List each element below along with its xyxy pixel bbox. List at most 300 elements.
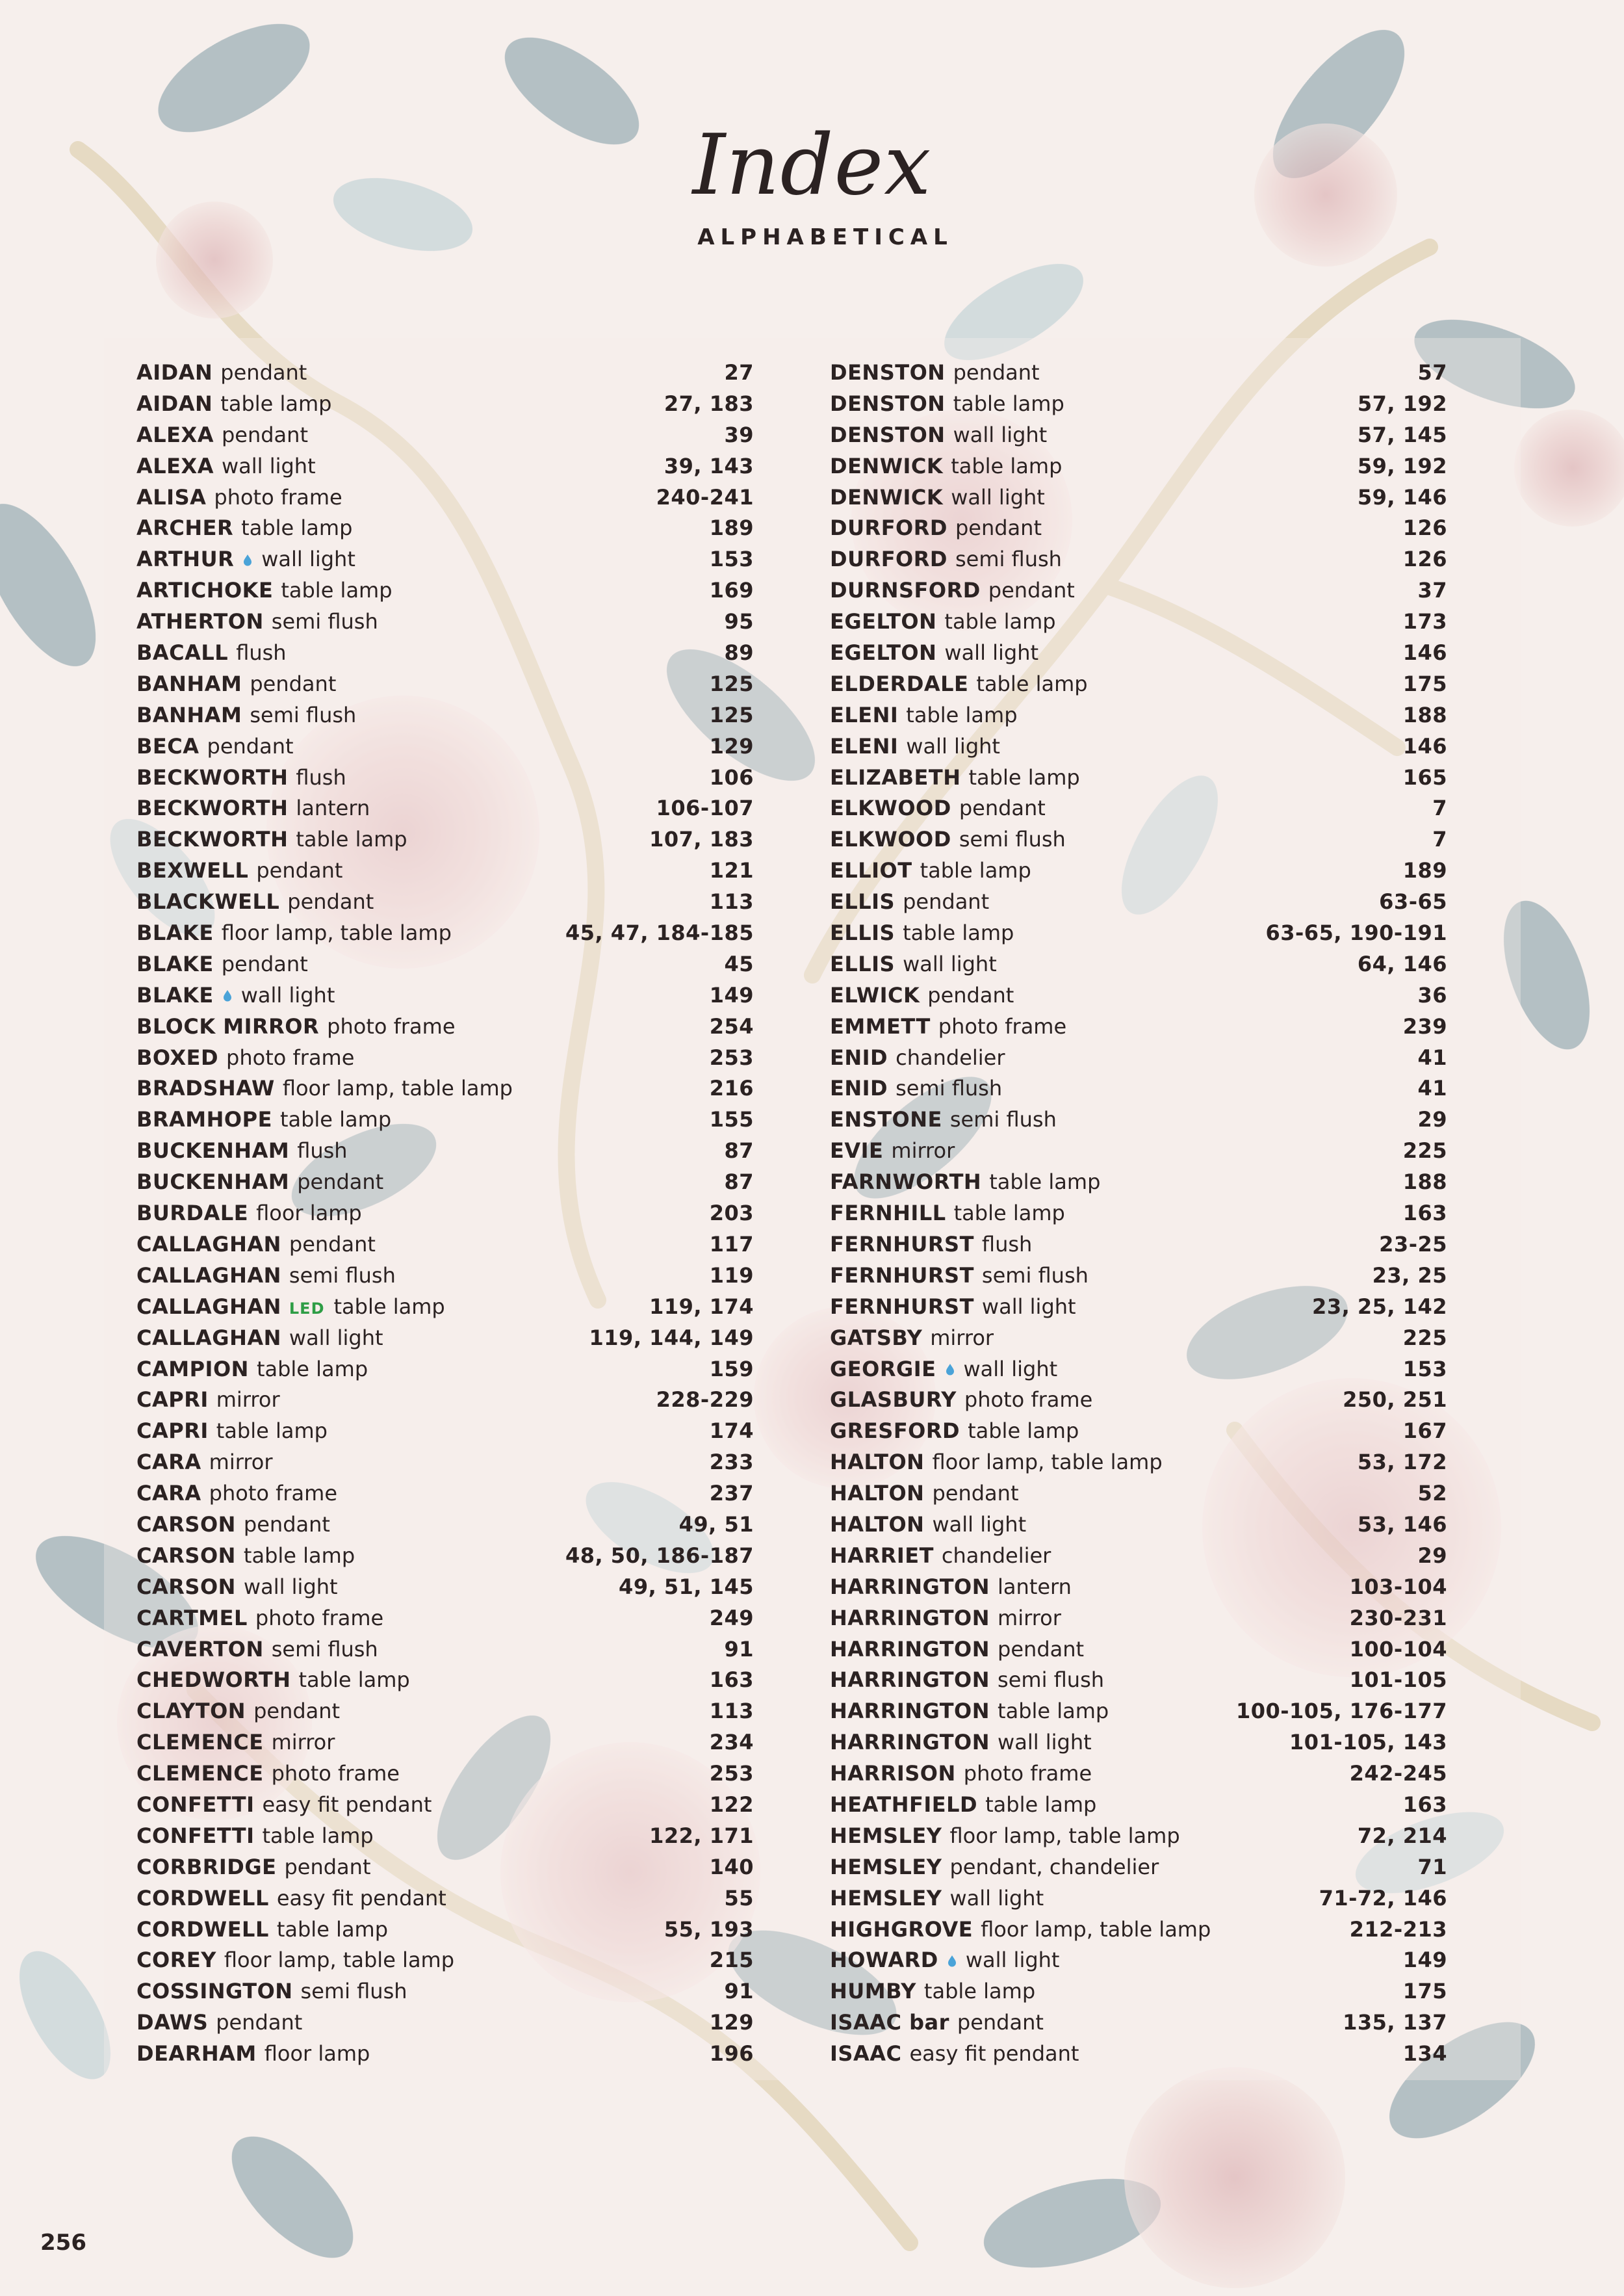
product-name: HOWARD [830, 1948, 938, 1973]
index-entry-label [136, 1043, 354, 1074]
index-entry [136, 1634, 754, 1665]
product-type: photo frame [209, 1481, 338, 1506]
page-references: 249 [709, 1605, 754, 1630]
product-type: floor lamp, table lamp [224, 1948, 455, 1973]
index-entry [136, 700, 754, 731]
product-name: CLEMENCE [136, 1761, 264, 1786]
product-type: semi flush [271, 1636, 378, 1662]
page-references: 159 [709, 1356, 754, 1381]
product-type: flush [297, 1138, 348, 1164]
product-name: ELLIOT [830, 858, 912, 883]
index-entry [830, 1478, 1447, 1509]
index-entry-label [830, 638, 1038, 669]
page-references: 45, 47, 184-185 [565, 920, 754, 946]
index-entry [136, 1572, 754, 1603]
index-entry [136, 575, 754, 607]
product-type: table lamp [262, 1823, 374, 1848]
index-entry-label [830, 544, 1062, 575]
product-type: table lamp [216, 1418, 328, 1444]
page-references: 167 [1402, 1418, 1447, 1444]
index-entry [136, 1136, 754, 1167]
product-type: table lamp [241, 515, 353, 541]
product-type: wall light [243, 1574, 338, 1599]
index-entry [830, 1572, 1447, 1603]
product-type: lantern [296, 796, 370, 821]
product-type: mirror [209, 1450, 273, 1475]
page-number: 256 [40, 2230, 86, 2256]
product-name: CARA [136, 1481, 201, 1506]
product-type: table lamp [298, 1667, 410, 1693]
index-entry-label [830, 1790, 1096, 1821]
product-type: pendant [243, 1511, 330, 1537]
page-references: 100-104 [1349, 1636, 1447, 1662]
product-name: HARRINGTON [830, 1636, 990, 1662]
product-name: FARNWORTH [830, 1169, 982, 1195]
product-type: table lamp [906, 702, 1018, 727]
product-name: CARSON [136, 1574, 236, 1599]
index-entry [830, 1665, 1447, 1696]
page-references: 163 [1402, 1792, 1447, 1817]
page-references: 49, 51, 145 [619, 1574, 754, 1599]
page-references: 163 [1402, 1201, 1447, 1226]
product-name: COREY [136, 1948, 216, 1973]
page-references: 253 [709, 1045, 754, 1070]
product-type: semi flush [289, 1262, 396, 1288]
index-entry [830, 1447, 1447, 1478]
index-entry [136, 2039, 754, 2070]
index-entry-label [136, 2039, 370, 2070]
product-name: ELLIS [830, 889, 896, 915]
index-entry-label [830, 1292, 1076, 1323]
product-name: EGELTON [830, 609, 937, 634]
page-references: 106 [709, 764, 754, 790]
index-entry-label [136, 824, 407, 855]
product-type: wall light [981, 1294, 1076, 1319]
index-entry [830, 638, 1447, 669]
page-references: 240-241 [656, 484, 754, 510]
product-type: chandelier [896, 1045, 1005, 1070]
index-entry-label [136, 1852, 370, 1883]
product-type: semi flush [300, 1979, 407, 2004]
index-entry [830, 513, 1447, 544]
product-name: CONFETTI [136, 1792, 255, 1817]
index-entry [830, 731, 1447, 763]
product-name: COSSINGTON [136, 1979, 293, 2004]
index-entry-label [830, 1011, 1066, 1043]
index-entry-label [136, 980, 335, 1011]
index-entry-label [136, 763, 346, 794]
page-references: 87 [724, 1169, 754, 1195]
product-type: wall light [240, 982, 335, 1008]
product-name: CORBRIDGE [136, 1854, 277, 1879]
index-entry-label [830, 949, 997, 980]
index-entry [830, 1229, 1447, 1260]
page-references: 122, 171 [649, 1823, 754, 1848]
product-type: pendant [287, 889, 374, 915]
page-references: 203 [709, 1201, 754, 1226]
product-name: CAPRI [136, 1387, 209, 1413]
index-entry-label [830, 887, 989, 918]
index-entry [830, 1852, 1447, 1883]
page-references: 230-231 [1349, 1605, 1447, 1630]
page-references: 45 [724, 951, 754, 976]
index-entry-label [830, 1260, 1089, 1292]
product-type: mirror [271, 1730, 335, 1755]
product-name: BURDALE [136, 1201, 249, 1226]
product-type: table lamp [998, 1699, 1109, 1724]
index-entry-label [136, 544, 355, 575]
index-entry [830, 793, 1447, 824]
page-references: 149 [709, 982, 754, 1008]
page-references: 101-105, 143 [1289, 1730, 1447, 1755]
index-entry [136, 855, 754, 887]
product-name: DURNSFORD [830, 578, 981, 603]
product-name: CARA [136, 1450, 201, 1475]
product-type: table lamp [989, 1169, 1101, 1195]
page-references: 212-213 [1349, 1916, 1447, 1942]
page-references: 134 [1402, 2041, 1447, 2067]
page-references: 189 [709, 515, 754, 541]
page-references: 155 [709, 1107, 754, 1132]
index-entry [830, 420, 1447, 451]
index-entry-label [136, 1727, 335, 1758]
index-entry-label [136, 451, 316, 482]
index-entry-label [830, 1478, 1018, 1509]
index-entry [830, 1976, 1447, 2007]
page-references: 129 [709, 2010, 754, 2035]
page-references: 153 [709, 547, 754, 572]
product-type: floor lamp, table lamp [932, 1450, 1163, 1475]
index-entry-label [136, 513, 352, 544]
index-entry [136, 1976, 754, 2007]
page-title: Index [692, 117, 932, 214]
product-name: DURFORD [830, 547, 947, 572]
product-type: pendant [932, 1481, 1019, 1506]
page-references: 188 [1402, 702, 1447, 727]
index-entry-label [136, 389, 331, 420]
product-type: floor lamp, table lamp [282, 1076, 513, 1101]
page-references: 189 [1402, 858, 1447, 883]
page-references: 242-245 [1349, 1761, 1447, 1786]
index-entry [136, 1011, 754, 1043]
page-references: 250, 251 [1343, 1387, 1447, 1413]
index-entry-label [830, 1758, 1092, 1790]
product-type: chandelier [941, 1543, 1051, 1568]
product-type: wall light [944, 640, 1039, 666]
index-entry-label [136, 1136, 348, 1167]
product-type: table lamp [296, 827, 407, 852]
index-entry-label [830, 763, 1080, 794]
product-name: ELKWOOD [830, 827, 951, 852]
index-entry [830, 2039, 1447, 2070]
product-type: mirror [930, 1325, 994, 1350]
page-references: 57, 192 [1357, 391, 1447, 416]
product-name: GLASBURY [830, 1387, 957, 1413]
index-entry [830, 1696, 1447, 1727]
page-references: 253 [709, 1761, 754, 1786]
index-entry-label [830, 1416, 1079, 1447]
product-type: easy fit pendant [262, 1792, 432, 1817]
index-entry-label [136, 1229, 376, 1260]
index-entry-label [136, 1914, 388, 1946]
index-entry [136, 918, 754, 949]
page-references: 53, 146 [1357, 1511, 1447, 1537]
index-entry [136, 638, 754, 669]
index-entry-label [830, 1883, 1044, 1914]
product-name: BOXED [136, 1045, 219, 1070]
page-references: 36 [1417, 982, 1447, 1008]
product-name: ATHERTON [136, 609, 264, 634]
index-entry-label [830, 731, 1000, 763]
index-entry-label [136, 1385, 280, 1416]
index-entry-label [830, 793, 1046, 824]
product-name: ENID [830, 1045, 888, 1070]
product-name: CONFETTI [136, 1823, 255, 1848]
page-references: 122 [709, 1792, 754, 1817]
product-type: table lamp [920, 858, 1031, 883]
product-name: AIDAN [136, 360, 213, 385]
product-type: table lamp [243, 1543, 355, 1568]
page-references: 100-105, 176-177 [1235, 1699, 1447, 1724]
page-references: 103-104 [1349, 1574, 1447, 1599]
product-type: table lamp [953, 391, 1064, 416]
product-name: ARCHER [136, 515, 234, 541]
product-type: wall light [932, 1511, 1027, 1537]
index-entry-label [136, 1821, 374, 1852]
page-references: 91 [724, 1636, 754, 1662]
index-entry-label [136, 1260, 396, 1292]
index-entry [830, 389, 1447, 420]
product-name: HARRINGTON [830, 1574, 990, 1599]
page-references: 57 [1417, 360, 1447, 385]
index-entry [830, 1945, 1447, 1976]
product-type: wall light [906, 733, 1000, 759]
index-entry-label [136, 731, 294, 763]
product-name: ARTICHOKE [136, 578, 274, 603]
page-references: 29 [1417, 1543, 1447, 1568]
index-entry [830, 1385, 1447, 1416]
product-name: HARRINGTON [830, 1699, 990, 1724]
index-entry [136, 607, 754, 638]
page-references: 41 [1417, 1045, 1447, 1070]
page-references: 63-65 [1379, 889, 1447, 915]
page-references: 239 [1402, 1013, 1447, 1039]
index-entry [830, 1541, 1447, 1572]
product-name: CAPRI [136, 1418, 209, 1444]
product-type: flush [236, 640, 287, 666]
product-type: pendant [903, 889, 990, 915]
product-name: GEORGIE [830, 1356, 936, 1381]
product-type: table lamp [953, 1201, 1065, 1226]
index-entry [830, 544, 1447, 575]
page-references: 41 [1417, 1076, 1447, 1101]
product-name: BECA [136, 733, 200, 759]
product-type: table lamp [220, 391, 332, 416]
index-entry-label [830, 1198, 1065, 1229]
product-type: pendant [988, 578, 1075, 603]
index-entry-label [830, 669, 1088, 700]
product-type: wall light [963, 1356, 1058, 1381]
product-name: BUCKENHAM [136, 1138, 290, 1164]
index-entry [830, 607, 1447, 638]
product-name: ENID [830, 1076, 888, 1101]
index-entry-label [830, 1603, 1061, 1634]
product-type: pendant [297, 1169, 384, 1195]
index-entry-label [830, 1354, 1057, 1385]
page-references: 233 [709, 1450, 754, 1475]
product-type: flush [296, 764, 346, 790]
index-entry [830, 1043, 1447, 1074]
index-entry-label [136, 1509, 330, 1541]
product-name: DENSTON [830, 391, 946, 416]
page-references: 228-229 [656, 1387, 754, 1413]
product-name: HEMSLEY [830, 1823, 942, 1848]
page-references: 71-72, 146 [1319, 1885, 1447, 1911]
product-type: table lamp [276, 1916, 389, 1942]
index-entry [136, 1478, 754, 1509]
index-entry-label [830, 513, 1042, 544]
index-entry [830, 855, 1447, 887]
product-name: ALEXA [136, 422, 214, 447]
index-entry-label [136, 949, 308, 980]
index-entry-label [136, 1696, 340, 1727]
page-references: 215 [709, 1948, 754, 1973]
product-name: HARRINGTON [830, 1730, 990, 1755]
page-references: 135, 137 [1343, 2010, 1447, 2035]
product-name: ENSTONE [830, 1107, 942, 1132]
index-entry-label [830, 1323, 994, 1354]
product-name: CALLAGHAN [136, 1294, 281, 1319]
index-entry [136, 544, 754, 575]
page-references: 125 [709, 671, 754, 696]
page-references: 173 [1402, 609, 1447, 634]
index-entry-label [830, 1634, 1084, 1665]
index-entry-label [830, 1509, 1026, 1541]
index-entry [830, 1011, 1447, 1043]
page-references: 216 [709, 1076, 754, 1101]
product-type: pendant [220, 360, 307, 385]
index-entry [830, 949, 1447, 980]
index-entry-label [136, 1167, 383, 1198]
product-name: HALTON [830, 1511, 925, 1537]
product-name: HALTON [830, 1481, 925, 1506]
index-entry [136, 1790, 754, 1821]
page-references: 169 [709, 578, 754, 603]
index-entry-label [830, 420, 1047, 451]
page-references: 174 [709, 1418, 754, 1444]
product-name: BACALL [136, 640, 229, 666]
product-type: semi flush [959, 827, 1066, 852]
page-references: 57, 145 [1357, 422, 1447, 447]
product-name: DURFORD [830, 515, 947, 541]
product-type: semi flush [896, 1076, 1003, 1101]
product-type: semi flush [250, 702, 357, 727]
led-badge: LED [289, 1299, 325, 1318]
product-type: mirror [216, 1387, 280, 1413]
product-type: wall light [289, 1325, 383, 1350]
index-column-left [136, 358, 754, 2070]
index-entry [136, 1416, 754, 1447]
product-name: HARRINGTON [830, 1667, 990, 1693]
page-references: 119, 144, 149 [589, 1325, 754, 1350]
product-name: DENWICK [830, 453, 944, 478]
index-entry [136, 949, 754, 980]
product-type: table lamp [944, 609, 1056, 634]
page-references: 37 [1417, 578, 1447, 603]
product-name: ISAAC bar [830, 2010, 949, 2035]
index-entry-label [136, 1541, 355, 1572]
product-name: BLAKE [136, 982, 214, 1008]
index-entry [830, 1603, 1447, 1634]
page-references: 72, 214 [1357, 1823, 1447, 1848]
page-references: 27, 183 [664, 391, 754, 416]
index-entry-label [830, 855, 1031, 887]
product-type: semi flush [949, 1107, 1057, 1132]
index-entry [136, 824, 754, 855]
product-type: table lamp [333, 1294, 445, 1319]
product-name: FERNHURST [830, 1262, 974, 1288]
index-entry [136, 793, 754, 824]
index-entry [136, 420, 754, 451]
index-entry [830, 1883, 1447, 1914]
index-entry [136, 980, 754, 1011]
product-name: BRADSHAW [136, 1076, 275, 1101]
page-references: 165 [1402, 764, 1447, 790]
page-references: 117 [709, 1231, 754, 1257]
product-name: ELDERDALE [830, 671, 969, 696]
product-type: table lamp [951, 453, 1063, 478]
product-name: FERNHURST [830, 1294, 974, 1319]
page-references: 49, 51 [678, 1511, 754, 1537]
index-entry-label [830, 1976, 1035, 2007]
product-name: HUMBY [830, 1979, 916, 2004]
product-type: mirror [998, 1605, 1061, 1630]
page-references: 39 [724, 422, 754, 447]
index-entry [136, 451, 754, 482]
index-entry-label [830, 1229, 1032, 1260]
index-entry [830, 1260, 1447, 1292]
index-entry-label [136, 1104, 391, 1136]
product-name: CALLAGHAN [136, 1325, 281, 1350]
page-references: 113 [709, 889, 754, 915]
product-name: ELENI [830, 702, 899, 727]
product-type: pendant [957, 2010, 1044, 2035]
index-entry-label [830, 1043, 1005, 1074]
product-type: wall light [965, 1948, 1060, 1973]
index-entry-label [136, 700, 356, 731]
index-entry-label [136, 1665, 410, 1696]
index-entry [136, 1727, 754, 1758]
product-type: pendant [284, 1854, 371, 1879]
index-entry [830, 1790, 1447, 1821]
index-entry-label [136, 1572, 338, 1603]
index-entry-label [830, 2007, 1044, 2039]
index-entry-label [830, 700, 1018, 731]
index-entry [136, 1292, 754, 1323]
product-type: lantern [998, 1574, 1072, 1599]
index-column-right [830, 358, 1447, 2070]
page-references: 59, 192 [1357, 453, 1447, 478]
product-name: ELIZABETH [830, 764, 961, 790]
page-references: 125 [709, 702, 754, 727]
page-references: 113 [709, 1699, 754, 1724]
index-entry [136, 731, 754, 763]
page-references: 188 [1402, 1169, 1447, 1195]
product-type: mirror [891, 1138, 955, 1164]
index-entry [830, 358, 1447, 389]
index-entry [136, 1821, 754, 1852]
product-type: wall light [903, 951, 997, 976]
